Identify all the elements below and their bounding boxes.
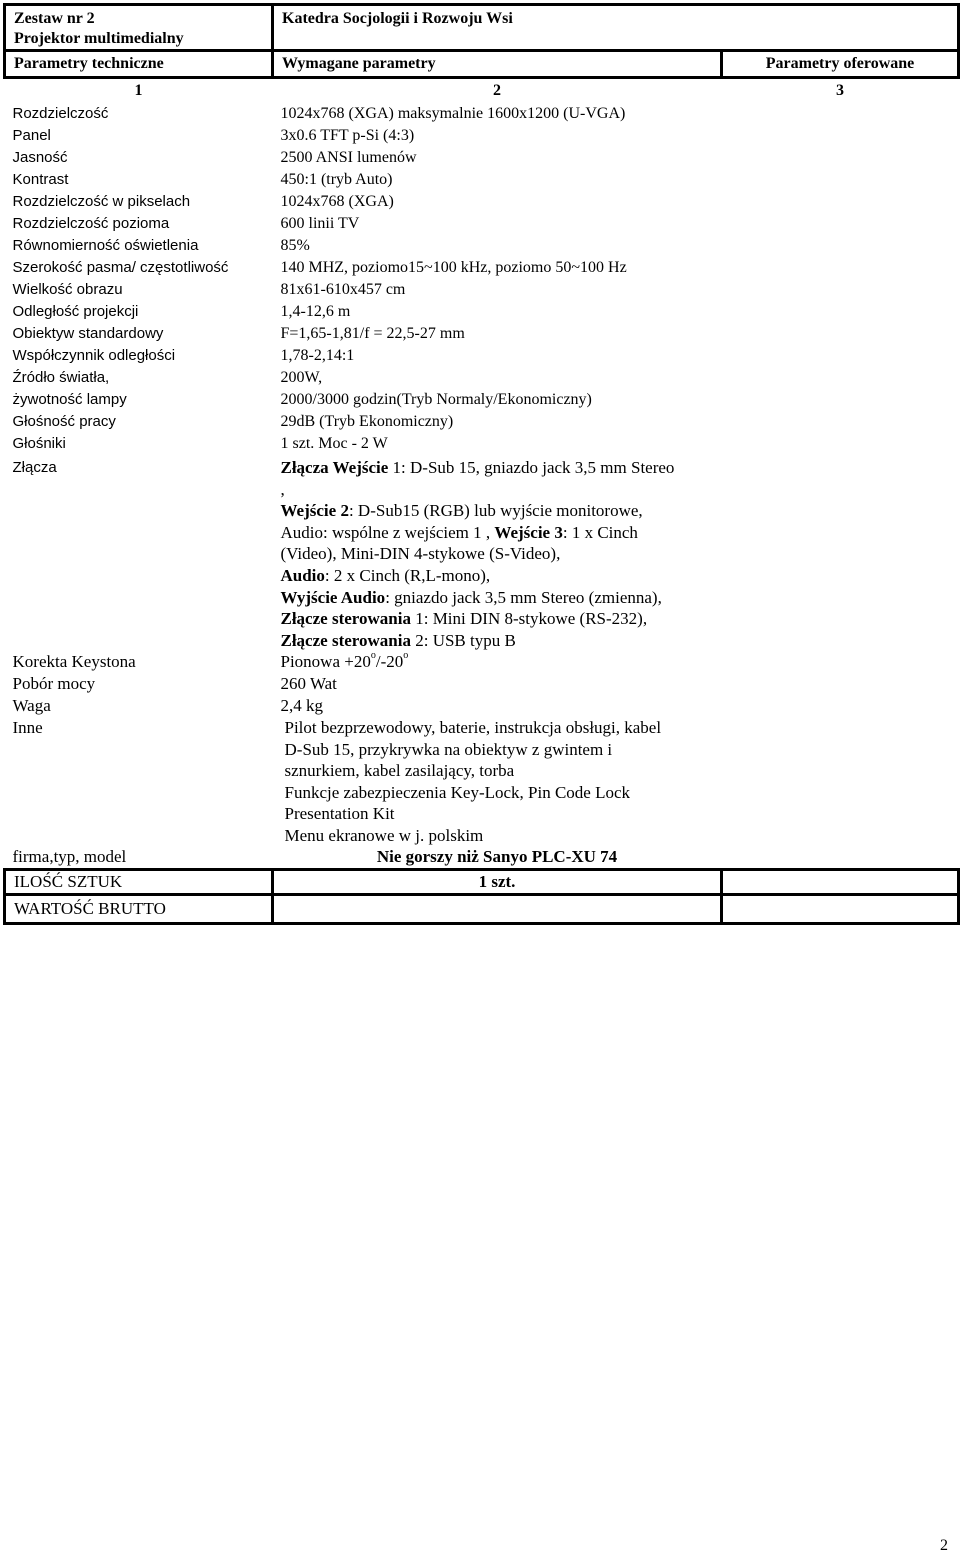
value-connectors	[273, 455, 722, 651]
connectors-input-label: Złącza Wejście	[280, 458, 389, 477]
offered-cell	[722, 213, 959, 235]
param-lens: Obiektyw standardowy	[12, 325, 164, 342]
degree-sup-1: o	[370, 650, 376, 662]
table-row	[5, 717, 959, 846]
department-name: Katedra Socjologii i Rozwoju Wsi	[273, 5, 959, 30]
header-spacer	[273, 29, 959, 51]
connectors-input3-label: Wejście 3	[494, 522, 563, 542]
connectors-input2-label: Wejście 2	[280, 501, 349, 521]
page-number: 2	[940, 1537, 948, 1554]
connectors-control1-label: Złącze sterowania	[280, 609, 411, 629]
offered-cell	[722, 695, 959, 717]
offered-cell	[722, 673, 959, 695]
connectors-audio-label: Audio	[280, 565, 325, 585]
param-noise: Głośność pracy	[12, 413, 116, 430]
connectors-control2-text: 2: USB typu B	[410, 630, 516, 650]
value-resolution: 1024x768 (XGA) maksymalnie 1600x1200 (U-VGA)	[280, 105, 626, 122]
value-weight: 2,4 kg	[280, 696, 323, 716]
offered-cell	[722, 169, 959, 191]
value-uniformity: 85%	[280, 237, 310, 254]
value-bandwidth: 140 MHZ, poziomo15~100 kHz, poziomo 50~100 Hz	[280, 259, 627, 276]
param-brightness: Jasność	[12, 149, 68, 166]
param-other: Inne	[12, 718, 43, 738]
table-row	[5, 323, 959, 345]
connectors-audio-out-text: : gniazdo jack 3,5 mm Stereo (zmienna),	[385, 587, 662, 607]
value-lens: F=1,65-1,81/f = 22,5-27 mm	[280, 325, 465, 342]
table-row	[5, 367, 959, 411]
param-light-source-line1: Źródło światła,	[12, 369, 110, 386]
connectors-line1	[281, 457, 714, 479]
value-image-size: 81x61-610x457 cm	[280, 281, 406, 298]
degree-sup-2: o	[403, 650, 409, 662]
table-row	[5, 673, 959, 695]
other-line1: Pilot bezprzewodowy, baterie, instrukcja obsługi, kabel	[284, 718, 662, 738]
param-throw-ratio: Współczynnik odległości	[12, 347, 176, 364]
other-line2: D-Sub 15, przykrywka na obiektyw z gwintem i	[284, 739, 613, 759]
table-row	[5, 455, 959, 651]
connectors-input2-text: : D-Sub15 (RGB) lub wyjście monitorowe,	[348, 501, 643, 521]
param-image-size: Wielkość obrazu	[12, 281, 123, 298]
value-keystone	[273, 651, 722, 673]
table-row	[5, 213, 959, 235]
table-row	[5, 125, 959, 147]
param-light-source	[5, 367, 273, 411]
col-header-offered-params: Parametry oferowane	[722, 51, 959, 78]
offered-cell	[722, 411, 959, 433]
table-row	[5, 257, 959, 279]
offered-cell	[722, 125, 959, 147]
param-power: Pobór mocy	[12, 674, 96, 694]
value-light-source-line1: 200W,	[280, 369, 323, 386]
keystone-value-a: Pionowa +20	[280, 652, 371, 672]
other-line5: Presentation Kit	[284, 804, 395, 824]
item-title: Projektor multimedialny	[5, 29, 273, 51]
offered-cell	[722, 455, 959, 651]
value-quantity: 1 szt.	[273, 870, 722, 895]
connectors-line6	[281, 565, 714, 587]
offered-cell	[722, 651, 959, 673]
offered-cell	[722, 345, 959, 367]
param-speakers: Głośniki	[12, 435, 66, 452]
offered-cell	[722, 147, 959, 169]
connectors-line2: ,	[280, 479, 285, 499]
param-projection-distance: Odległość projekcji	[12, 303, 139, 320]
offered-cell	[722, 433, 959, 455]
connectors-audio-out-label: Wyjście Audio	[280, 587, 386, 607]
offered-cell	[722, 846, 959, 870]
value-other	[273, 717, 722, 846]
param-bandwidth: Szerokość pasma/ częstotliwość	[12, 259, 229, 276]
connectors-line7	[281, 587, 714, 609]
value-brightness: 2500 ANSI lumenów	[280, 149, 417, 166]
value-model: Nie gorszy niż Sanyo PLC-XU 74	[376, 847, 618, 867]
offered-cell	[722, 191, 959, 213]
connectors-line8	[281, 608, 714, 630]
value-gross-value	[273, 895, 722, 924]
table-row	[5, 235, 959, 257]
offered-cell	[722, 301, 959, 323]
param-panel: Panel	[12, 127, 51, 144]
keystone-value-b: /-20	[375, 652, 404, 672]
other-line6: Menu ekranowe w j. polskim	[284, 825, 484, 845]
col-header-required-params: Wymagane parametry	[273, 51, 722, 78]
specification-sheet	[3, 3, 957, 925]
param-keystone: Korekta Keystona	[12, 652, 136, 672]
connectors-line4	[281, 522, 714, 544]
offered-cell	[722, 103, 959, 125]
value-projection-distance: 1,4-12,6 m	[280, 303, 351, 320]
table-row	[5, 301, 959, 323]
other-line4: Funkcje zabezpieczenia Key-Lock, Pin Code Lock	[284, 782, 631, 802]
param-connectors: Złącza	[12, 459, 57, 476]
table-row	[5, 695, 959, 717]
table-row	[5, 103, 959, 125]
offered-cell	[722, 717, 959, 846]
param-pixel-resolution: Rozdzielczość w pikselach	[12, 193, 191, 210]
table-row	[5, 147, 959, 169]
connectors-input1-text: 1: D-Sub 15, gniazdo jack 3,5 mm Stereo	[388, 458, 675, 477]
table-row	[5, 279, 959, 301]
connectors-audio-text: : 2 x Cinch (R,L-mono),	[324, 565, 491, 585]
param-horizontal-resolution: Rozdzielczość pozioma	[12, 215, 170, 232]
connectors-line3	[281, 500, 714, 522]
value-light-source	[273, 367, 722, 411]
param-gross-value: WARTOŚĆ BRUTTO	[5, 895, 273, 924]
value-noise: 29dB (Tryb Ekonomiczny)	[280, 413, 454, 430]
param-resolution: Rozdzielczość	[12, 105, 109, 122]
value-panel: 3x0.6 TFT p-Si (4:3)	[280, 127, 415, 144]
value-horizontal-resolution: 600 linii TV	[280, 215, 360, 232]
connectors-line9	[281, 630, 714, 652]
spec-table	[3, 3, 960, 925]
param-model: firma,typ, model	[12, 847, 127, 867]
offered-cell	[722, 367, 959, 411]
table-row	[5, 169, 959, 191]
col-number-3: 3	[836, 82, 844, 99]
value-throw-ratio: 1,78-2,14:1	[280, 347, 355, 364]
param-quantity: ILOŚĆ SZTUK	[5, 870, 273, 895]
param-light-source-line2: żywotność lampy	[12, 391, 127, 408]
table-row	[5, 895, 959, 924]
table-row	[5, 191, 959, 213]
table-row	[5, 870, 959, 895]
offered-cell	[722, 279, 959, 301]
table-row	[5, 433, 959, 455]
offered-gross-value-cell	[722, 895, 959, 924]
table-row	[5, 651, 959, 673]
offered-quantity-cell	[722, 870, 959, 895]
connectors-control1-text: 1: Mini DIN 8-stykowe (RS-232),	[410, 609, 648, 629]
table-row	[5, 411, 959, 433]
table-row	[5, 846, 959, 870]
set-label: Zestaw nr 2	[5, 5, 273, 30]
value-speakers: 1 szt. Moc - 2 W	[280, 435, 388, 452]
offered-cell	[722, 235, 959, 257]
other-line3: sznurkiem, kabel zasilający, torba	[284, 761, 515, 781]
connectors-control2-label: Złącze sterowania	[280, 630, 411, 650]
col-number-2: 2	[493, 82, 501, 99]
value-pixel-resolution: 1024x768 (XGA)	[280, 193, 394, 210]
offered-cell	[722, 323, 959, 345]
param-weight: Waga	[12, 696, 51, 716]
param-uniformity: Równomierność oświetlenia	[12, 237, 199, 254]
value-contrast: 450:1 (tryb Auto)	[280, 171, 393, 188]
offered-cell	[722, 257, 959, 279]
value-power: 260 Wat	[280, 674, 337, 694]
col-number-1: 1	[134, 82, 143, 99]
connectors-audio-shared: Audio: wspólne z wejściem 1 ,	[280, 522, 495, 542]
value-light-source-line2: 2000/3000 godzin(Tryb Normaly/Ekonomiczny)	[280, 391, 592, 408]
connectors-line5: (Video), Mini-DIN 4-stykowe (S-Video),	[280, 544, 561, 564]
table-row	[5, 345, 959, 367]
connectors-input3-text: : 1 x Cinch	[562, 522, 638, 542]
param-contrast: Kontrast	[12, 171, 69, 188]
col-header-technical-params: Parametry techniczne	[5, 51, 273, 78]
